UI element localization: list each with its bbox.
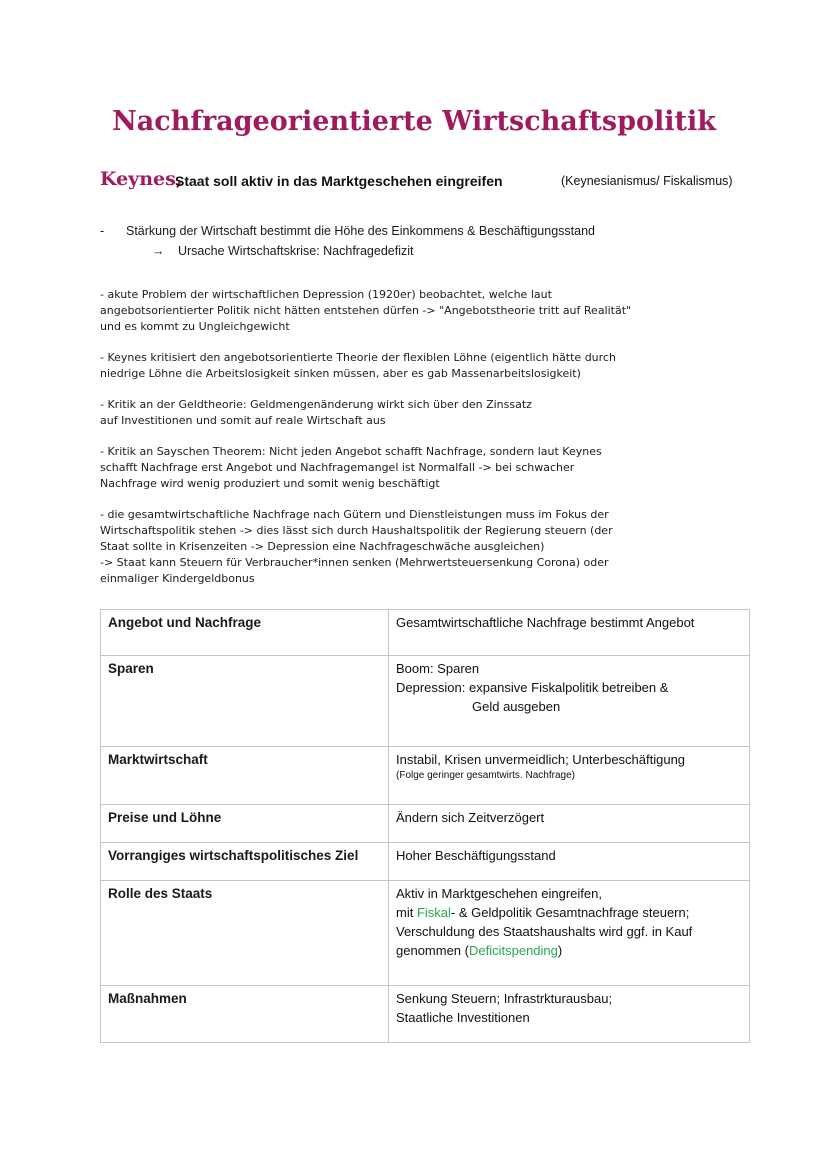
paragraph-money-theory: [100, 397, 630, 429]
keynes-heading: [100, 168, 760, 198]
bullet-text: Stärkung der Wirtschaft bestimmt die Höhe des Einkommens & Beschäftigungsstand: [126, 224, 595, 238]
value-line: [396, 941, 741, 960]
paragraph-line: und es kommt zu Ungleichgewicht: [100, 320, 290, 333]
table-row: [101, 843, 750, 881]
value-text: genommen (: [396, 943, 469, 958]
highlight-fiskal: Fiskal: [416, 905, 451, 920]
paragraph-line: - die gesamtwirtschaftliche Nachfrage nach Gütern und Dienstleistungen muss im Fokus der: [100, 508, 609, 521]
paragraph-line: - Keynes kritisiert den angebotsorientierte Theorie der flexiblen Löhne (eigentlich hätte durch: [100, 351, 616, 364]
row-value: [389, 986, 750, 1043]
value-line: [396, 903, 741, 922]
paragraph-line: - Kritik an der Geldtheorie: Geldmengenänderung wirkt sich über den Zinssatz: [100, 398, 532, 411]
keynes-subtitle: Staat soll aktiv in das Marktgeschehen eingreifen: [175, 173, 503, 189]
paragraph-line: - akute Problem der wirtschaftlichen Depression (1920er) beobachtet, welche laut: [100, 288, 552, 301]
paragraph-line: einmaliger Kindergeldbonus: [100, 572, 255, 585]
row-label: Preise und Löhne: [101, 805, 389, 843]
comparison-table: [100, 609, 750, 1043]
paragraph-demand-focus: [100, 507, 630, 587]
paragraph-line: - Kritik an Sayschen Theorem: Nicht jeden Angebot schafft Nachfrage, sondern laut Keynes: [100, 445, 602, 458]
row-value: Ändern sich Zeitverzögert: [389, 805, 750, 843]
table-row: [101, 986, 750, 1043]
row-value: [389, 656, 750, 747]
keynes-note: (Keynesianismus/ Fiskalismus): [561, 174, 733, 188]
paragraph-line: angebotsorientierter Politik nicht hätten entstehen dürfen -> "Angebotstheorie tritt auf Realität": [100, 304, 632, 317]
row-label: Rolle des Staats: [101, 881, 389, 986]
row-value: Hoher Beschäftigungsstand: [389, 843, 750, 881]
row-label: Vorrangiges wirtschaftspolitisches Ziel: [101, 843, 389, 881]
paragraph-line: niedrige Löhne die Arbeitslosigkeit sinken müssen, aber es gab Massenarbeitslosigkeit): [100, 367, 581, 380]
row-label: Sparen: [101, 656, 389, 747]
row-label: Maßnahmen: [101, 986, 389, 1043]
paragraph-line: Wirtschaftspolitik stehen -> dies lässt sich durch Haushaltspolitik der Regierung steuern (der: [100, 524, 613, 537]
table-row: [101, 610, 750, 656]
value-line: Instabil, Krisen unvermeidlich; Unterbeschäftigung: [396, 752, 686, 767]
value-line: Geld ausgeben: [472, 699, 561, 714]
paragraph-line: auf Investitionen und somit auf reale Wirtschaft aus: [100, 414, 386, 427]
paragraph-line: Nachfrage wird wenig produziert und somit wenig beschäftigt: [100, 477, 440, 490]
arrow-text: Ursache Wirtschaftskrise: Nachfragedefizit: [177, 244, 414, 258]
bullet-dash: -: [100, 224, 105, 238]
value-text: - & Geldpolitik Gesamtnachfrage steuern;: [450, 905, 690, 920]
keynes-name: Keynes,: [100, 168, 183, 190]
value-note: (Folge geringer gesamtwirts. Nachfrage): [396, 770, 575, 781]
paragraph-line: schafft Nachfrage erst Angebot und Nachfragemangel ist Normalfall -> bei schwacher: [100, 461, 575, 474]
value-text: mit: [396, 905, 417, 920]
row-value: [389, 881, 750, 986]
paragraph-depression: [100, 287, 630, 335]
row-label: Marktwirtschaft: [101, 747, 389, 805]
value-line: Aktiv in Marktgeschehen eingreifen,: [396, 886, 602, 901]
paragraph-line: Staat sollte in Krisenzeiten -> Depression eine Nachfrageschwäche ausgleichen): [100, 540, 545, 553]
table-row: [101, 805, 750, 843]
right-arrow-icon: →: [152, 244, 165, 258]
paragraph-say-theorem: [100, 444, 630, 492]
value-line: Staatliche Investitionen: [396, 1010, 530, 1025]
value-line: Verschuldung des Staatshaushalts wird ggf. in Kauf: [396, 924, 693, 939]
row-label: Angebot und Nachfrage: [101, 610, 389, 656]
row-value: [389, 747, 750, 805]
table-row: [101, 656, 750, 747]
paragraph-line: -> Staat kann Steuern für Verbraucher*innen senken (Mehrwertsteuersenkung Corona) oder: [100, 556, 609, 569]
arrow-item: [152, 244, 413, 258]
table-row: [101, 881, 750, 986]
highlight-deficitspending: Deficitspending: [468, 943, 558, 958]
row-value: Gesamtwirtschaftliche Nachfrage bestimmt Angebot: [389, 610, 750, 656]
value-text: ): [557, 943, 563, 958]
table-row: [101, 747, 750, 805]
value-line: Depression: expansive Fiskalpolitik betreiben &: [396, 680, 669, 695]
paragraph-wages: [100, 350, 630, 382]
value-line: Senkung Steuern; Infrastrkturausbau;: [396, 991, 613, 1006]
page-title: Nachfrageorientierte Wirtschaftspolitik: [112, 106, 716, 137]
value-line: Boom: Sparen: [396, 661, 480, 676]
